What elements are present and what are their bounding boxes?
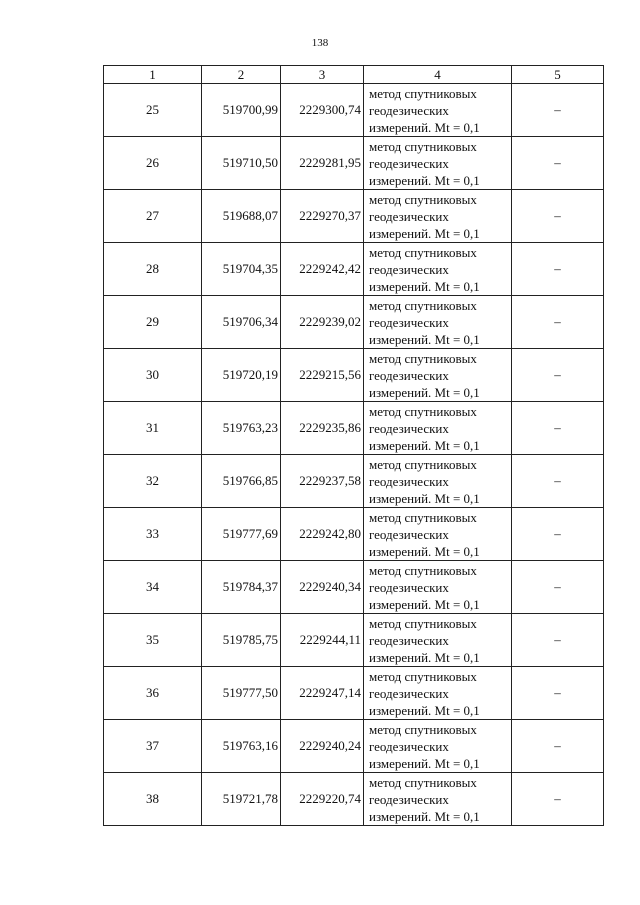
table-row [104, 561, 604, 614]
header-col-3: 3 [281, 66, 364, 84]
coordinates-table [103, 65, 604, 826]
coord-y: 2229235,86 [281, 402, 364, 455]
note-cell: – [512, 402, 604, 455]
table-row [104, 667, 604, 720]
method-text: метод спутниковых геодезических измерений. Mt = 0,1 [369, 774, 480, 824]
method-text: метод спутниковых геодезических измерений. Mt = 0,1 [369, 297, 480, 347]
method-text: метод спутниковых геодезических измерений. Mt = 0,1 [369, 509, 480, 559]
coord-x: 519706,34 [202, 296, 281, 349]
method-description [364, 137, 512, 190]
point-number: 31 [104, 402, 202, 455]
coord-y: 2229215,56 [281, 349, 364, 402]
coord-x: 519704,35 [202, 243, 281, 296]
point-number: 27 [104, 190, 202, 243]
note-cell: – [512, 296, 604, 349]
page-number: 138 [311, 37, 329, 49]
coord-y: 2229281,95 [281, 137, 364, 190]
method-text: метод спутниковых геодезических измерений. Mt = 0,1 [369, 244, 480, 294]
point-number: 36 [104, 667, 202, 720]
method-description [364, 190, 512, 243]
method-text: метод спутниковых геодезических измерений. Mt = 0,1 [369, 191, 480, 241]
method-text: метод спутниковых геодезических измерений. Mt = 0,1 [369, 615, 480, 665]
coord-y: 2229300,74 [281, 84, 364, 137]
method-description [364, 84, 512, 137]
note-cell: – [512, 190, 604, 243]
method-description [364, 561, 512, 614]
table-body [104, 84, 604, 826]
table-row [104, 296, 604, 349]
method-description [364, 243, 512, 296]
table-row [104, 773, 604, 826]
coord-x: 519688,07 [202, 190, 281, 243]
coord-x: 519785,75 [202, 614, 281, 667]
point-number: 26 [104, 137, 202, 190]
note-cell: – [512, 508, 604, 561]
table-row [104, 190, 604, 243]
note-cell: – [512, 455, 604, 508]
note-cell: – [512, 773, 604, 826]
point-number: 25 [104, 84, 202, 137]
method-description [364, 773, 512, 826]
table-row [104, 243, 604, 296]
coord-x: 519777,69 [202, 508, 281, 561]
method-text: метод спутниковых геодезических измерений. Mt = 0,1 [369, 138, 480, 188]
header-col-5: 5 [512, 66, 604, 84]
table-row [104, 455, 604, 508]
point-number: 29 [104, 296, 202, 349]
table-row [104, 84, 604, 137]
coord-y: 2229220,74 [281, 773, 364, 826]
method-text: метод спутниковых геодезических измерений. Mt = 0,1 [369, 721, 480, 771]
method-text: метод спутниковых геодезических измерений. Mt = 0,1 [369, 403, 480, 453]
coord-x: 519710,50 [202, 137, 281, 190]
coord-x: 519721,78 [202, 773, 281, 826]
note-cell: – [512, 561, 604, 614]
header-col-1: 1 [104, 66, 202, 84]
note-cell: – [512, 349, 604, 402]
method-description [364, 614, 512, 667]
coord-x: 519700,99 [202, 84, 281, 137]
coord-y: 2229240,24 [281, 720, 364, 773]
note-cell: – [512, 614, 604, 667]
coord-x: 519784,37 [202, 561, 281, 614]
coord-y: 2229242,42 [281, 243, 364, 296]
point-number: 35 [104, 614, 202, 667]
method-text: метод спутниковых геодезических измерений. Mt = 0,1 [369, 456, 480, 506]
method-text: метод спутниковых геодезических измерений. Mt = 0,1 [369, 668, 480, 718]
header-col-4: 4 [364, 66, 512, 84]
note-cell: – [512, 720, 604, 773]
method-description [364, 667, 512, 720]
coord-y: 2229244,11 [281, 614, 364, 667]
table-row [104, 614, 604, 667]
point-number: 30 [104, 349, 202, 402]
point-number: 37 [104, 720, 202, 773]
header-row [104, 66, 604, 84]
table-row [104, 349, 604, 402]
method-description [364, 455, 512, 508]
coord-x: 519766,85 [202, 455, 281, 508]
coord-y: 2229240,34 [281, 561, 364, 614]
method-text: метод спутниковых геодезических измерений. Mt = 0,1 [369, 85, 480, 135]
coord-y: 2229247,14 [281, 667, 364, 720]
note-cell: – [512, 84, 604, 137]
method-description [364, 508, 512, 561]
header-col-2: 2 [202, 66, 281, 84]
point-number: 34 [104, 561, 202, 614]
table-row [104, 508, 604, 561]
table-row [104, 402, 604, 455]
method-text: метод спутниковых геодезических измерений. Mt = 0,1 [369, 562, 480, 612]
coord-y: 2229270,37 [281, 190, 364, 243]
point-number: 32 [104, 455, 202, 508]
method-description [364, 402, 512, 455]
table-row [104, 137, 604, 190]
point-number: 38 [104, 773, 202, 826]
method-description [364, 296, 512, 349]
point-number: 28 [104, 243, 202, 296]
table-header [104, 66, 604, 84]
coord-y: 2229237,58 [281, 455, 364, 508]
note-cell: – [512, 667, 604, 720]
coord-x: 519720,19 [202, 349, 281, 402]
table-row [104, 720, 604, 773]
coord-x: 519763,23 [202, 402, 281, 455]
coord-y: 2229239,02 [281, 296, 364, 349]
note-cell: – [512, 137, 604, 190]
method-description [364, 349, 512, 402]
point-number: 33 [104, 508, 202, 561]
note-cell: – [512, 243, 604, 296]
method-text: метод спутниковых геодезических измерений. Mt = 0,1 [369, 350, 480, 400]
coord-y: 2229242,80 [281, 508, 364, 561]
coord-x: 519763,16 [202, 720, 281, 773]
method-description [364, 720, 512, 773]
coord-x: 519777,50 [202, 667, 281, 720]
